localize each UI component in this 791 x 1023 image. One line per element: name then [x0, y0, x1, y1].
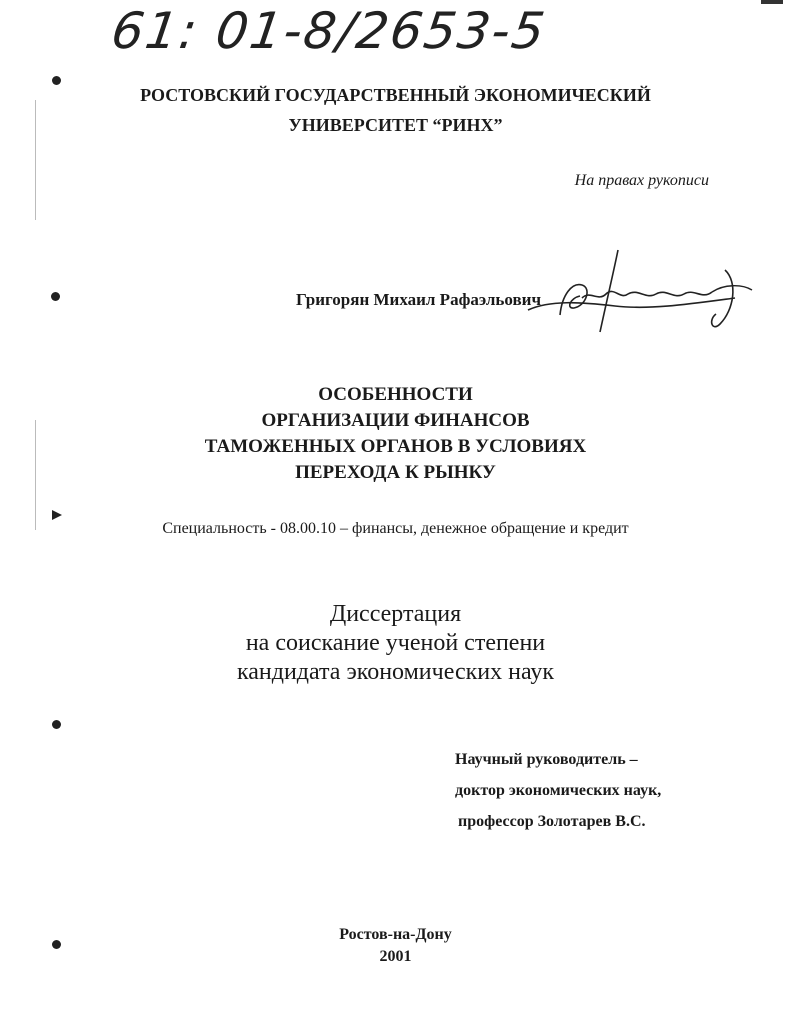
title-line: ОРГАНИЗАЦИИ ФИНАНСОВ [261, 410, 530, 431]
binding-hole-mark [51, 292, 60, 301]
supervisor-block [455, 744, 661, 837]
university-line: УНИВЕРСИТЕТ “РИНХ” [288, 115, 503, 135]
year: 2001 [379, 948, 412, 965]
supervisor-line: Научный руководитель – [455, 751, 638, 768]
signature [520, 240, 760, 335]
title-line: ОСОБЕННОСТИ [318, 384, 473, 405]
degree-line: на соискание ученой степени [245, 630, 546, 656]
specialty-line: Специальность - 08.00.10 – финансы, денежное обращение и кредит [162, 520, 629, 537]
supervisor-line: доктор экономических наук, [455, 782, 662, 799]
author-name: Григорян Михаил Рафаэльович [296, 290, 542, 309]
degree-statement [0, 600, 791, 687]
title-line: ТАМОЖЕННЫХ ОРГАНОВ В УСЛОВИЯХ [204, 436, 587, 457]
binding-arrow-mark [52, 510, 62, 520]
binding-hole-mark [52, 720, 61, 729]
university-line: РОСТОВСКИЙ ГОСУДАРСТВЕННЫЙ ЭКОНОМИЧЕСКИЙ [140, 85, 651, 105]
corner-mark [761, 0, 783, 4]
degree-line: Диссертация [329, 601, 462, 627]
degree-line: кандидата экономических наук [236, 659, 555, 685]
title-line: ПЕРЕХОДА К РЫНКУ [295, 462, 496, 483]
supervisor-line: профессор Золотарев В.С. [458, 813, 646, 830]
place-and-year [0, 924, 791, 968]
manuscript-rights-note: На правах рукописи [574, 172, 709, 189]
city: Ростов-на-Дону [339, 926, 452, 943]
university-name [0, 80, 791, 140]
dissertation-title [0, 382, 791, 486]
handwritten-call-number: 61: 01-8/2653-5 [107, 2, 550, 60]
